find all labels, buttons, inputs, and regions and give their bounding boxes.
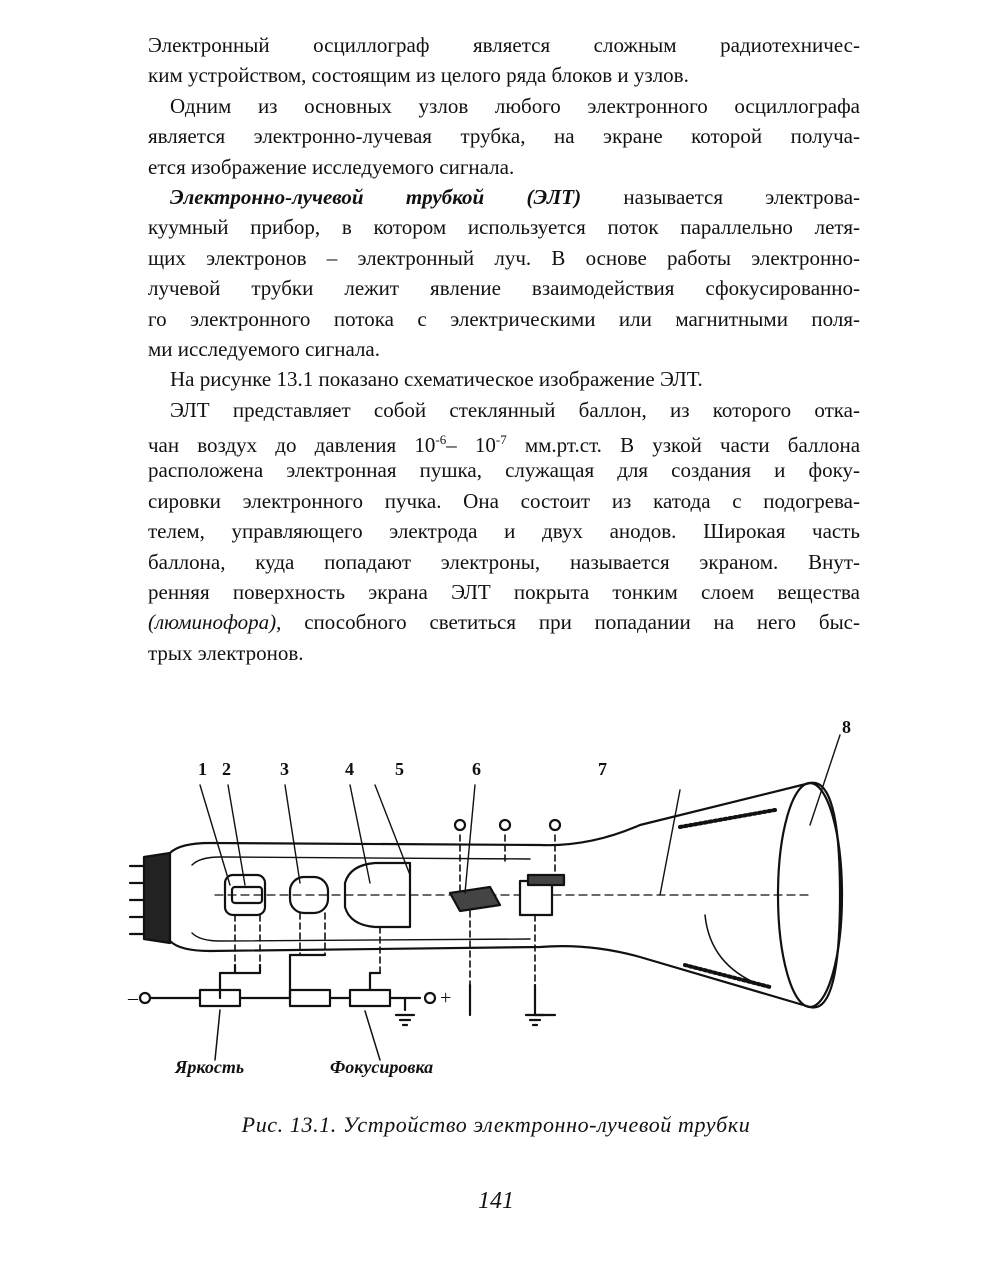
text-line: сировки электронного пучка. Она состоит из катода с подогрева- — [148, 488, 860, 513]
pressure-line — [148, 425, 861, 458]
text-line: расположена электронная пушка, служащая для создания и фоку- — [148, 458, 860, 483]
italic-term: (люминофора), — [148, 610, 282, 635]
text-line: ется изображение исследуемого сигнала. — [148, 154, 515, 179]
brightness-label: Яркость — [175, 1057, 245, 1077]
label-7: 7 — [598, 759, 607, 779]
text-fragment: мм.рт.ст. В узкой части баллона — [506, 433, 861, 458]
text-line: является электронно-лучевая трубка, на экране которой получа- — [148, 124, 860, 149]
text-fragment: называется электрова- — [581, 184, 861, 209]
text-fragment: способного светиться при попадании на него быс- — [281, 610, 860, 635]
text-line: куумный прибор, в котором используется поток параллельно летя- — [148, 215, 860, 240]
text-line: На рисунке 13.1 показано схематическое изображение ЭЛТ. — [170, 367, 703, 392]
text-line: Электронный осциллограф является сложным радиотехничес- — [148, 33, 860, 57]
label-5: 5 — [395, 759, 404, 779]
label-1: 1 — [198, 759, 207, 779]
label-6: 6 — [472, 759, 481, 779]
label-8: 8 — [842, 717, 851, 737]
minus-terminal-label: – — [128, 987, 138, 1009]
text-line — [148, 607, 860, 637]
text-line: ми исследуемого сигнала. — [148, 336, 381, 361]
text-fragment: чан воздух до давления 10 — [148, 433, 436, 458]
page-number: 141 — [478, 1188, 514, 1214]
label-4: 4 — [345, 759, 354, 779]
label-3: 3 — [280, 759, 289, 779]
vertical-deflection-plates — [450, 887, 500, 911]
figure-caption: Рис. 13.1. Устройство электронно-лучевой трубки — [241, 1112, 751, 1137]
label-2: 2 — [222, 759, 231, 779]
text-line: ренняя поверхность экрана ЭЛТ покрыта тонким слоем вещества — [148, 580, 860, 605]
text-fragment: – 10 — [446, 433, 496, 458]
crt-diagram — [120, 715, 860, 1095]
focus-label: Фокусировка — [330, 1057, 434, 1077]
exponent: -6 — [435, 432, 447, 448]
text-line: ким устройством, состоящим из целого ряда блоков и узлов. — [148, 63, 689, 88]
text-line: ЭЛТ представляет собой стеклянный баллон, из которого отка- — [170, 397, 860, 422]
text-block — [148, 30, 860, 668]
text-line: лучевой трубки лежит явление взаимодействия сфокусированно- — [148, 276, 860, 301]
text-line: го электронного потока с электрическими или магнитными поля- — [148, 306, 860, 331]
text-line: трых электронов. — [148, 640, 304, 665]
definition-line — [148, 182, 860, 212]
exponent: -7 — [495, 432, 507, 448]
text-line: Одним из основных узлов любого электронного осциллографа — [170, 93, 860, 118]
text-line: телем, управляющего электрода и двух анодов. Широкая часть — [148, 519, 860, 544]
plus-terminal-label: + — [440, 987, 452, 1009]
text-line: щих электронов – электронный луч. В основе работы электронно- — [148, 245, 860, 270]
voltage-divider — [150, 990, 420, 1006]
defined-term: Электронно-лучевой трубкой (ЭЛТ) — [170, 184, 582, 209]
text-line: баллона, куда попадают электроны, называется экраном. Внут- — [148, 549, 860, 574]
base-pins — [130, 866, 144, 934]
tube-base — [144, 853, 170, 943]
